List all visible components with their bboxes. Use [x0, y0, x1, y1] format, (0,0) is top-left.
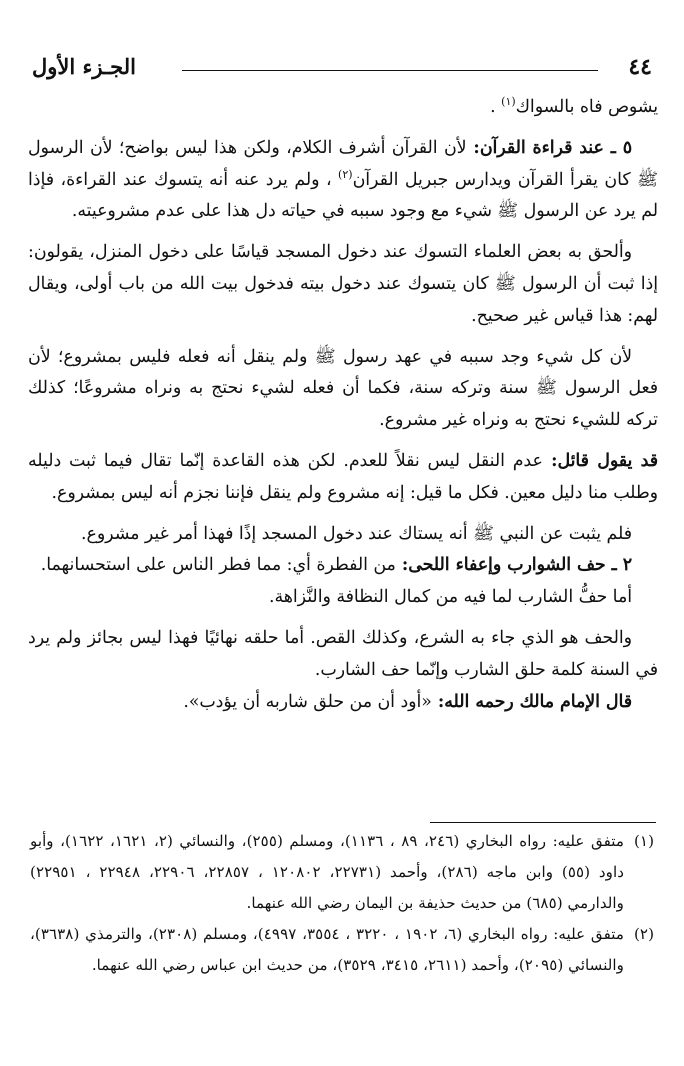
footnote-text: متفق عليه: رواه البخاري (٢٤٦، ٨٩ ، ١١٣٦)، ومسلم (٢٥٥)، والنسائي (٢، ١٦٢١، ١٦٢٢)، وأبو داود (٥٥) وابن ماجه (٢٨٦)، وأحمد (٢٢٧٣١، ١٢٠٨٠٢ ، ٢٢٨٥٧، ٢٢٩٠٦، ٢٢٩٤٨ ، ٢٢٩٥١) والدارمي (٦٨٥) من حديث حذيفة بن اليمان رضي الله عنهما.: [30, 832, 625, 912]
paragraph-text-tail: .: [490, 97, 502, 117]
header-rule: [182, 70, 598, 71]
footnote-marker: (١): [501, 95, 516, 109]
page-number: ٤٤: [628, 54, 652, 80]
paragraph: [28, 582, 658, 614]
paragraph-text: من الفطرة أي: مما فطر الناس على استحسانهما.: [40, 555, 396, 576]
page-header: [32, 54, 652, 88]
paragraph: [28, 623, 658, 687]
paragraph-text: وألحق به بعض العلماء التسوك عند دخول المسجد قياسًا على دخول المنزل، يقولون: إذا ثبت أن الرسول ﷺ كان يتسوك عند دخول بيته فدخول بيت الله من باب أولى، ويقال لهم: هذا قياس غير صحيح.: [28, 242, 658, 326]
paragraph: [28, 133, 658, 228]
footnote: [30, 919, 654, 981]
footnote-number: (٢): [633, 925, 654, 943]
paragraph: [28, 550, 658, 582]
paragraph-text: أما حفُّ الشارب لما فيه من كمال النظافة والنَّزاهة.: [269, 587, 632, 608]
footnote-marker: (٢): [338, 167, 353, 181]
footnote-text: متفق عليه: رواه البخاري (٦، ١٩٠٢ ، ٣٢٢٠ ، ٣٥٥٤، ٤٩٩٧)، ومسلم (٢٣٠٨)، والترمذي (٣٦٣٨)، والنسائي (٢٠٩٥)، وأحمد (٢٦١١، ٣٤١٥، ٣٥٢٩)، من حديث ابن عباس رضي الله عنهما.: [30, 925, 624, 974]
paragraph-text: لأن القرآن أشرف الكلام، ولكن هذا ليس بواضح؛ لأن الرسول ﷺ كان يقرأ القرآن ويدارس جبريل القرآن: [28, 137, 658, 190]
main-text: [28, 92, 658, 718]
paragraph-text: والحف هو الذي جاء به الشرع، وكذلك القص. أما حلقه نهائيًا فهذا ليس بجائز ولم يرد في السنة كلمة حلق الشارب وإنّما حف الشارب.: [28, 627, 658, 680]
footnote-divider: [430, 822, 656, 823]
paragraph: [28, 342, 658, 437]
paragraph-text: فلم يثبت عن النبي ﷺ أنه يستاك عند دخول المسجد إذًا فهذا أمر غير مشروع.: [81, 523, 632, 544]
footnote: [30, 826, 654, 919]
paragraph-heading: قد يقول قائل:: [542, 450, 658, 471]
paragraph-text: «أود أن من حلق شاربه أن يؤدب».: [183, 691, 432, 712]
paragraph-heading: قال الإمام مالك رحمه الله:: [431, 691, 632, 712]
paragraph: [28, 446, 658, 510]
paragraph-text-tail: ، ولم يرد عنه أنه يتسوك عند القراءة، فإذا لم يرد عن الرسول ﷺ شيء مع وجود سببه في حياته دل هذا على عدم مشروعيته.: [28, 169, 658, 222]
footnote-number: (١): [633, 832, 654, 850]
paragraph: [28, 237, 658, 332]
paragraph: [28, 687, 658, 719]
paragraph-heading: ٢ ـ حف الشوارب وإعفاء اللحى:: [395, 555, 632, 576]
footnotes: [30, 826, 654, 981]
paragraph: [28, 92, 658, 124]
paragraph-text: لأن كل شيء وجد سببه في عهد رسول ﷺ ولم ينقل أنه فعله فليس بمشروع؛ لأن فعل الرسول ﷺ سنة وتركه سنة، فكما أن فعله لشيء نحتج به ونراه مشروعًا؛ كذلك تركه للشيء نحتج به ونراه غير مشروع.: [28, 346, 658, 431]
paragraph: [28, 519, 658, 551]
paragraph-text: عدم النقل ليس نقلاً للعدم. لكن هذه القاعدة إنّما تقال فيما ثبت دليله وطلب منا دليل معين. فكل ما قيل: إنه مشروع ولم ينقل فإننا نجزم أنه ليس بمشروع.: [28, 450, 658, 503]
paragraph-text: يشوص فاه بالسواك: [515, 97, 658, 117]
part-title: الجـزء الأول: [32, 54, 136, 79]
paragraph-heading: ٥ ـ عند قراءة القرآن:: [466, 137, 633, 158]
